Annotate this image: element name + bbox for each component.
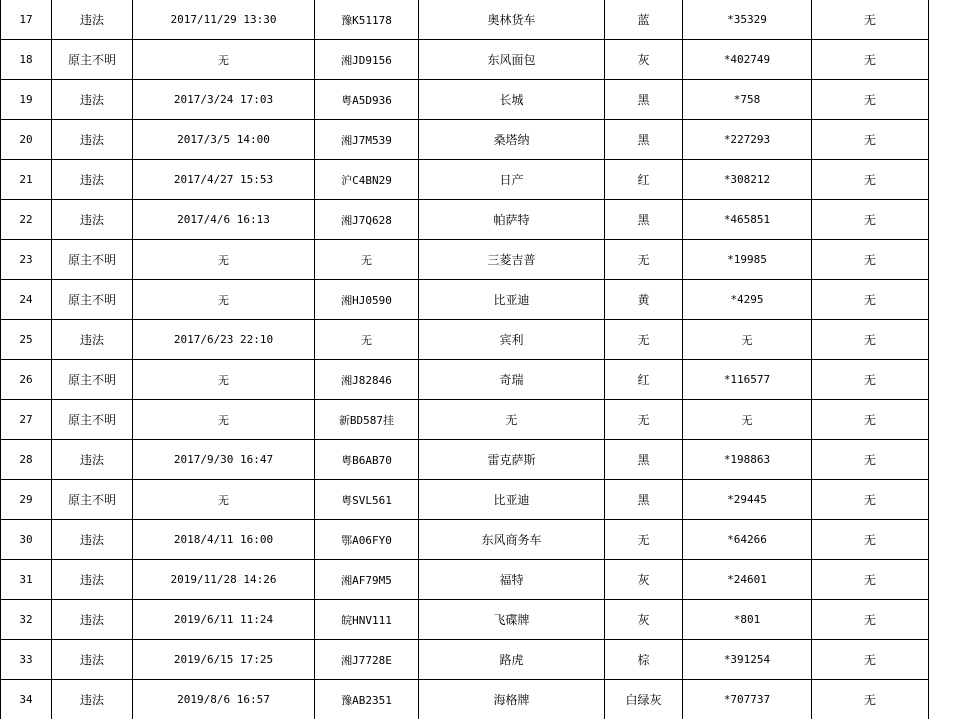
row-number-cell: 26 [1,360,52,400]
plate-cell: 湘JD9156 [315,40,419,80]
vin-cell: *19985 [683,240,812,280]
plate-cell: 沪C4BN29 [315,160,419,200]
table-row [1,360,929,400]
model-cell: 东风面包 [419,40,605,80]
row-number-cell: 18 [1,40,52,80]
row-number-cell: 28 [1,440,52,480]
row-number-cell: 24 [1,280,52,320]
row-number-cell: 23 [1,240,52,280]
remark-cell: 无 [812,120,929,160]
table-row [1,0,929,40]
reason-cell: 违法 [52,440,133,480]
remark-cell: 无 [812,0,929,40]
reason-cell: 违法 [52,520,133,560]
plate-cell: 皖HNV111 [315,600,419,640]
remark-cell: 无 [812,520,929,560]
datetime-cell: 2017/9/30 16:47 [133,440,315,480]
color-cell: 棕 [605,640,683,680]
model-cell: 路虎 [419,640,605,680]
model-cell: 福特 [419,560,605,600]
color-cell: 红 [605,160,683,200]
remark-cell: 无 [812,360,929,400]
vin-cell: *391254 [683,640,812,680]
row-number-cell: 31 [1,560,52,600]
vin-cell: *801 [683,600,812,640]
remark-cell: 无 [812,680,929,720]
table-row [1,120,929,160]
row-number-cell: 29 [1,480,52,520]
color-cell: 白绿灰 [605,680,683,720]
model-cell: 桑塔纳 [419,120,605,160]
plate-cell: 湘J82846 [315,360,419,400]
row-number-cell: 30 [1,520,52,560]
row-number-cell: 19 [1,80,52,120]
row-number-cell: 33 [1,640,52,680]
datetime-cell: 2017/3/5 14:00 [133,120,315,160]
color-cell: 红 [605,360,683,400]
vin-cell: *29445 [683,480,812,520]
reason-cell: 违法 [52,680,133,720]
table-row [1,320,929,360]
model-cell: 奇瑞 [419,360,605,400]
color-cell: 灰 [605,600,683,640]
vin-cell: *4295 [683,280,812,320]
vin-cell: *402749 [683,40,812,80]
datetime-cell: 2017/11/29 13:30 [133,0,315,40]
plate-cell: 豫AB2351 [315,680,419,720]
model-cell: 海格牌 [419,680,605,720]
reason-cell: 原主不明 [52,360,133,400]
remark-cell: 无 [812,320,929,360]
datetime-cell: 无 [133,240,315,280]
row-number-cell: 34 [1,680,52,720]
table-row [1,520,929,560]
vin-cell: 无 [683,320,812,360]
reason-cell: 违法 [52,320,133,360]
datetime-cell: 2017/4/6 16:13 [133,200,315,240]
plate-cell: 鄂A06FY0 [315,520,419,560]
remark-cell: 无 [812,640,929,680]
color-cell: 灰 [605,40,683,80]
plate-cell: 湘AF79M5 [315,560,419,600]
remark-cell: 无 [812,200,929,240]
reason-cell: 违法 [52,160,133,200]
model-cell: 长城 [419,80,605,120]
datetime-cell: 无 [133,40,315,80]
row-number-cell: 22 [1,200,52,240]
remark-cell: 无 [812,400,929,440]
datetime-cell: 2017/6/23 22:10 [133,320,315,360]
color-cell: 黑 [605,80,683,120]
reason-cell: 违法 [52,600,133,640]
table-row [1,280,929,320]
datetime-cell: 无 [133,400,315,440]
color-cell: 黑 [605,200,683,240]
plate-cell: 无 [315,320,419,360]
vin-cell: *35329 [683,0,812,40]
color-cell: 黑 [605,480,683,520]
table-row [1,160,929,200]
table-row [1,400,929,440]
datetime-cell: 2019/8/6 16:57 [133,680,315,720]
vin-cell: *707737 [683,680,812,720]
reason-cell: 违法 [52,560,133,600]
reason-cell: 原主不明 [52,480,133,520]
datetime-cell: 2019/6/11 11:24 [133,600,315,640]
table-row [1,480,929,520]
plate-cell: 豫K51178 [315,0,419,40]
model-cell: 帕萨特 [419,200,605,240]
remark-cell: 无 [812,80,929,120]
vin-cell: *758 [683,80,812,120]
remark-cell: 无 [812,560,929,600]
model-cell: 三菱吉普 [419,240,605,280]
datetime-cell: 2019/11/28 14:26 [133,560,315,600]
model-cell: 无 [419,400,605,440]
datetime-cell: 无 [133,280,315,320]
remark-cell: 无 [812,480,929,520]
color-cell: 无 [605,320,683,360]
datetime-cell: 2017/4/27 15:53 [133,160,315,200]
table-row [1,680,929,720]
plate-cell: 粤SVL561 [315,480,419,520]
table-row [1,560,929,600]
table-row [1,40,929,80]
vin-cell: 无 [683,400,812,440]
reason-cell: 原主不明 [52,40,133,80]
reason-cell: 原主不明 [52,400,133,440]
table-row [1,80,929,120]
remark-cell: 无 [812,600,929,640]
row-number-cell: 27 [1,400,52,440]
vin-cell: *198863 [683,440,812,480]
plate-cell: 湘HJ0590 [315,280,419,320]
model-cell: 宾利 [419,320,605,360]
color-cell: 无 [605,400,683,440]
datetime-cell: 2019/6/15 17:25 [133,640,315,680]
plate-cell: 新BD587挂 [315,400,419,440]
row-number-cell: 20 [1,120,52,160]
remark-cell: 无 [812,280,929,320]
vin-cell: *308212 [683,160,812,200]
vin-cell: *24601 [683,560,812,600]
model-cell: 雷克萨斯 [419,440,605,480]
model-cell: 比亚迪 [419,480,605,520]
color-cell: 无 [605,240,683,280]
color-cell: 无 [605,520,683,560]
table-body [1,0,929,719]
color-cell: 黄 [605,280,683,320]
reason-cell: 违法 [52,200,133,240]
datetime-cell: 2017/3/24 17:03 [133,80,315,120]
remark-cell: 无 [812,240,929,280]
reason-cell: 违法 [52,0,133,40]
row-number-cell: 32 [1,600,52,640]
plate-cell: 湘J7728E [315,640,419,680]
reason-cell: 原主不明 [52,240,133,280]
table-row [1,440,929,480]
table-row [1,600,929,640]
model-cell: 奥林货车 [419,0,605,40]
reason-cell: 原主不明 [52,280,133,320]
table-row [1,240,929,280]
color-cell: 黑 [605,120,683,160]
remark-cell: 无 [812,440,929,480]
plate-cell: 粤A5D936 [315,80,419,120]
plate-cell: 无 [315,240,419,280]
datetime-cell: 无 [133,480,315,520]
vin-cell: *227293 [683,120,812,160]
row-number-cell: 21 [1,160,52,200]
plate-cell: 湘J7Q628 [315,200,419,240]
table-row [1,200,929,240]
color-cell: 蓝 [605,0,683,40]
reason-cell: 违法 [52,80,133,120]
row-number-cell: 25 [1,320,52,360]
color-cell: 黑 [605,440,683,480]
reason-cell: 违法 [52,640,133,680]
vin-cell: *64266 [683,520,812,560]
plate-cell: 粤B6AB70 [315,440,419,480]
table-row [1,640,929,680]
vin-cell: *116577 [683,360,812,400]
model-cell: 日产 [419,160,605,200]
remark-cell: 无 [812,160,929,200]
color-cell: 灰 [605,560,683,600]
row-number-cell: 17 [1,0,52,40]
plate-cell: 湘J7M539 [315,120,419,160]
model-cell: 飞碟牌 [419,600,605,640]
datetime-cell: 无 [133,360,315,400]
model-cell: 东风商务车 [419,520,605,560]
remark-cell: 无 [812,40,929,80]
reason-cell: 违法 [52,120,133,160]
vin-cell: *465851 [683,200,812,240]
datetime-cell: 2018/4/11 16:00 [133,520,315,560]
model-cell: 比亚迪 [419,280,605,320]
